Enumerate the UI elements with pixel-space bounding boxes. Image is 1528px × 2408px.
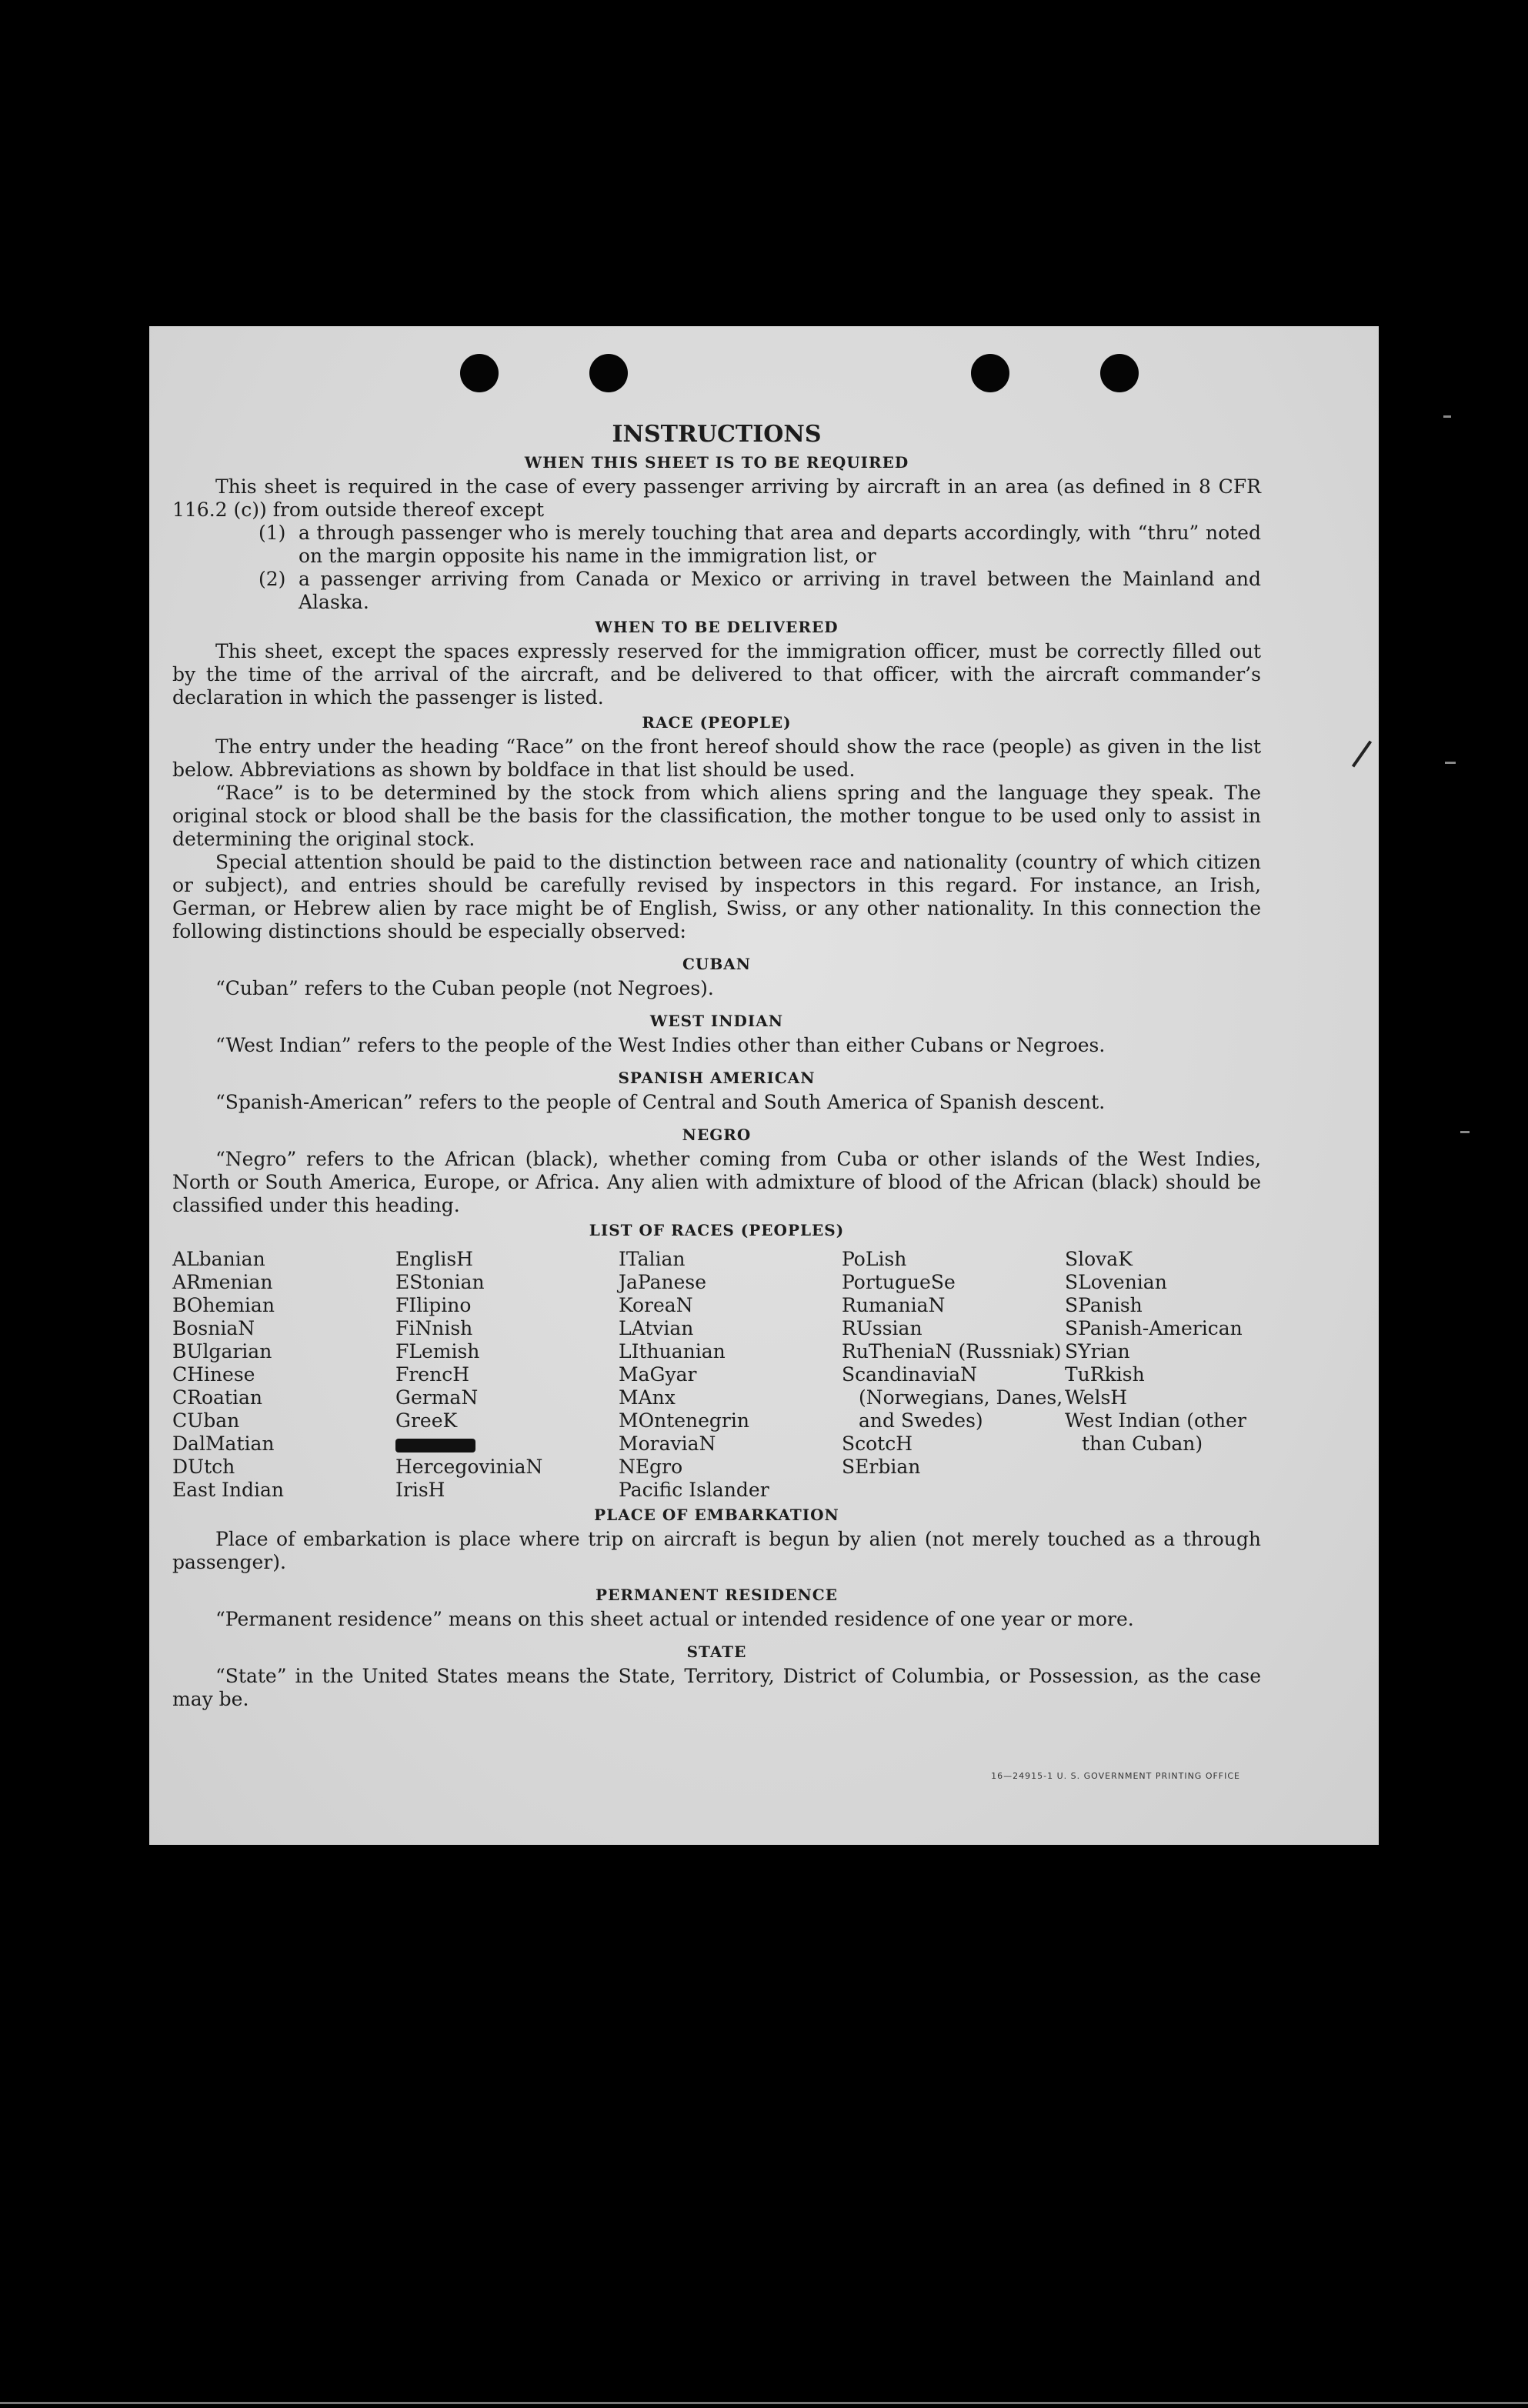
race-entry: ScandinaviaN (Norwegians, Danes, and Swedes) bbox=[842, 1363, 1063, 1432]
race-column bbox=[395, 1248, 619, 1502]
paragraph: “Permanent residence” means on this sheet actual or intended residence of one year or more. bbox=[215, 1608, 1134, 1630]
instructions-body bbox=[172, 422, 1261, 1711]
race-entry: Pacific Islander bbox=[619, 1479, 769, 1501]
section-heading-negro: NEGRO bbox=[682, 1126, 752, 1144]
race-entry: GreeK bbox=[395, 1409, 458, 1432]
race-entry: TuRkish bbox=[1065, 1363, 1145, 1386]
item-text: a passenger arriving from Canada or Mexico or arriving in travel between the Mainland and Alaska. bbox=[299, 568, 1261, 613]
race-entry: CUban bbox=[172, 1409, 240, 1432]
section-heading-race: RACE (PEOPLE) bbox=[642, 713, 792, 732]
race-entry: RUssian bbox=[842, 1317, 922, 1339]
race-entry: East Indian bbox=[172, 1479, 284, 1501]
paragraph: “State” in the United States means the State, Territory, District of Columbia, or Possession, as the case may be. bbox=[172, 1665, 1261, 1710]
paragraph: The entry under the heading “Race” on the front hereof should show the race (people) as given in the list below. Abbreviations as shown by boldface in that list should be used. bbox=[172, 735, 1261, 781]
race-entry: GermaN bbox=[395, 1386, 479, 1409]
section-heading-spanish-american: SPANISH AMERICAN bbox=[618, 1069, 816, 1087]
race-entry: PortugueSe bbox=[842, 1271, 956, 1293]
race-entry: EnglisH bbox=[395, 1248, 473, 1270]
scan-artifact bbox=[1443, 415, 1451, 418]
section-heading-residence: PERMANENT RESIDENCE bbox=[596, 1586, 838, 1604]
scan-artifact bbox=[1460, 1131, 1470, 1133]
race-entry: RumaniaN bbox=[842, 1294, 946, 1316]
paragraph: Special attention should be paid to the distinction between race and nationality (country of which citizen or subject), and entries should be carefully revised by inspectors in this regard. For instance, an Irish, German, or Hebrew alien by race might be of English, Swiss, or any other nationality. In this connection the following distinctions should be especially observed: bbox=[172, 851, 1261, 942]
race-entry: MAnx bbox=[619, 1386, 676, 1409]
race-entry: CRoatian bbox=[172, 1386, 262, 1409]
race-entry: FrencH bbox=[395, 1363, 469, 1386]
punch-hole bbox=[460, 354, 499, 392]
race-entry: DalMatian bbox=[172, 1432, 275, 1455]
race-entry: MOntenegrin bbox=[619, 1409, 749, 1432]
race-entry: ScotcH bbox=[842, 1432, 913, 1455]
race-entry: RuTheniaN (Russniak) bbox=[842, 1340, 1062, 1362]
race-entry: HercegoviniaN bbox=[395, 1456, 543, 1478]
paragraph: “Spanish-American” refers to the people of Central and South America of Spanish descent. bbox=[215, 1091, 1106, 1113]
race-entry: KoreaN bbox=[619, 1294, 693, 1316]
paragraph: This sheet, except the spaces expressly reserved for the immigration officer, must be correctly filled out by the time of the arrival of the aircraft, and be delivered to that officer, with the aircraft commander’s declaration in which the passenger is listed. bbox=[172, 640, 1261, 709]
race-column bbox=[842, 1248, 1065, 1502]
race-entry: JaPanese bbox=[619, 1271, 707, 1293]
item-text: a through passenger who is merely touching that area and departs accordingly, with “thru” noted on the margin opposite his name in the immigration list, or bbox=[299, 522, 1261, 567]
race-entry: FiNnish bbox=[395, 1317, 473, 1339]
race-entry: ALbanian bbox=[172, 1248, 265, 1270]
race-entry: FIlipino bbox=[395, 1294, 472, 1316]
section-heading-delivered: WHEN TO BE DELIVERED bbox=[595, 618, 839, 636]
list-item bbox=[172, 568, 1261, 614]
paragraph: Place of embarkation is place where trip on aircraft is begun by alien (not merely touched as a through passenger). bbox=[172, 1528, 1261, 1573]
instruction-sheet bbox=[149, 326, 1379, 1845]
race-entry: DUtch bbox=[172, 1456, 235, 1478]
race-entry: BOhemian bbox=[172, 1294, 275, 1316]
section-heading-required: WHEN THIS SHEET IS TO BE REQUIRED bbox=[524, 453, 909, 472]
race-entry: LAtvian bbox=[619, 1317, 694, 1339]
race-entry: PoLish bbox=[842, 1248, 907, 1270]
race-column bbox=[619, 1248, 842, 1502]
race-entry: MaGyar bbox=[619, 1363, 697, 1386]
race-column bbox=[1065, 1248, 1257, 1502]
race-entry: WelsH bbox=[1065, 1386, 1128, 1409]
scan-artifact bbox=[1445, 762, 1456, 764]
paragraph: “Race” is to be determined by the stock from which aliens spring and the language they speak. The original stock or blood shall be the basis for the classification, the mother tongue to be used only to assist in determining the original stock. bbox=[172, 782, 1261, 850]
paragraph: This sheet is required in the case of every passenger arriving by aircraft in an area (as defined in 8 CFR 116.2 (c)) from outside thereof except bbox=[172, 475, 1261, 521]
race-column bbox=[172, 1248, 395, 1502]
race-entry: MoraviaN bbox=[619, 1432, 716, 1455]
race-entry: NEgro bbox=[619, 1456, 683, 1478]
race-entry: ITalian bbox=[619, 1248, 686, 1270]
printer-footer: 16—24915-1 U. S. GOVERNMENT PRINTING OFFICE bbox=[991, 1771, 1240, 1781]
paragraph: “Cuban” refers to the Cuban people (not Negroes). bbox=[215, 977, 714, 999]
race-entry: SPanish-American bbox=[1065, 1317, 1243, 1339]
item-number: (2) bbox=[259, 568, 286, 590]
list-item bbox=[172, 522, 1261, 568]
section-heading-west-indian: WEST INDIAN bbox=[649, 1012, 784, 1030]
section-heading-state: STATE bbox=[686, 1643, 747, 1661]
race-entry: EStonian bbox=[395, 1271, 485, 1293]
race-entry: LIthuanian bbox=[619, 1340, 726, 1362]
race-entry: SErbian bbox=[842, 1456, 921, 1478]
section-heading-embarkation: PLACE OF EMBARKATION bbox=[594, 1506, 839, 1524]
page-title: INSTRUCTIONS bbox=[612, 421, 822, 448]
punch-hole bbox=[1100, 354, 1139, 392]
paragraph: “West Indian” refers to the people of the West Indies other than either Cubans or Negroes. bbox=[215, 1034, 1106, 1056]
redaction-mark bbox=[395, 1439, 475, 1452]
race-entry: IrisH bbox=[395, 1479, 445, 1501]
item-number: (1) bbox=[259, 522, 286, 544]
race-entry: BosniaN bbox=[172, 1317, 255, 1339]
scan-edge bbox=[0, 2402, 1528, 2404]
paragraph: “Negro” refers to the African (black), whether coming from Cuba or other islands of the West Indies, North or South America, Europe, or Africa. Any alien with admixture of blood of the African (black) should be classified under this heading. bbox=[172, 1148, 1261, 1216]
race-entry: SLovenian bbox=[1065, 1271, 1167, 1293]
section-heading-cuban: CUBAN bbox=[682, 955, 752, 973]
race-entry: CHinese bbox=[172, 1363, 255, 1386]
race-entry: SPanish bbox=[1065, 1294, 1143, 1316]
section-heading-list-of-races: LIST OF RACES (PEOPLES) bbox=[589, 1221, 845, 1239]
redacted-entry bbox=[395, 1432, 619, 1456]
race-entry: SlovaK bbox=[1065, 1248, 1133, 1270]
race-entry: SYrian bbox=[1065, 1340, 1130, 1362]
race-entry: West Indian (other than Cuban) bbox=[1065, 1409, 1246, 1455]
punch-hole bbox=[589, 354, 628, 392]
punch-hole bbox=[971, 354, 1009, 392]
race-list bbox=[172, 1248, 1261, 1502]
race-entry: ARmenian bbox=[172, 1271, 273, 1293]
race-entry: FLemish bbox=[395, 1340, 480, 1362]
race-entry: BUlgarian bbox=[172, 1340, 272, 1362]
